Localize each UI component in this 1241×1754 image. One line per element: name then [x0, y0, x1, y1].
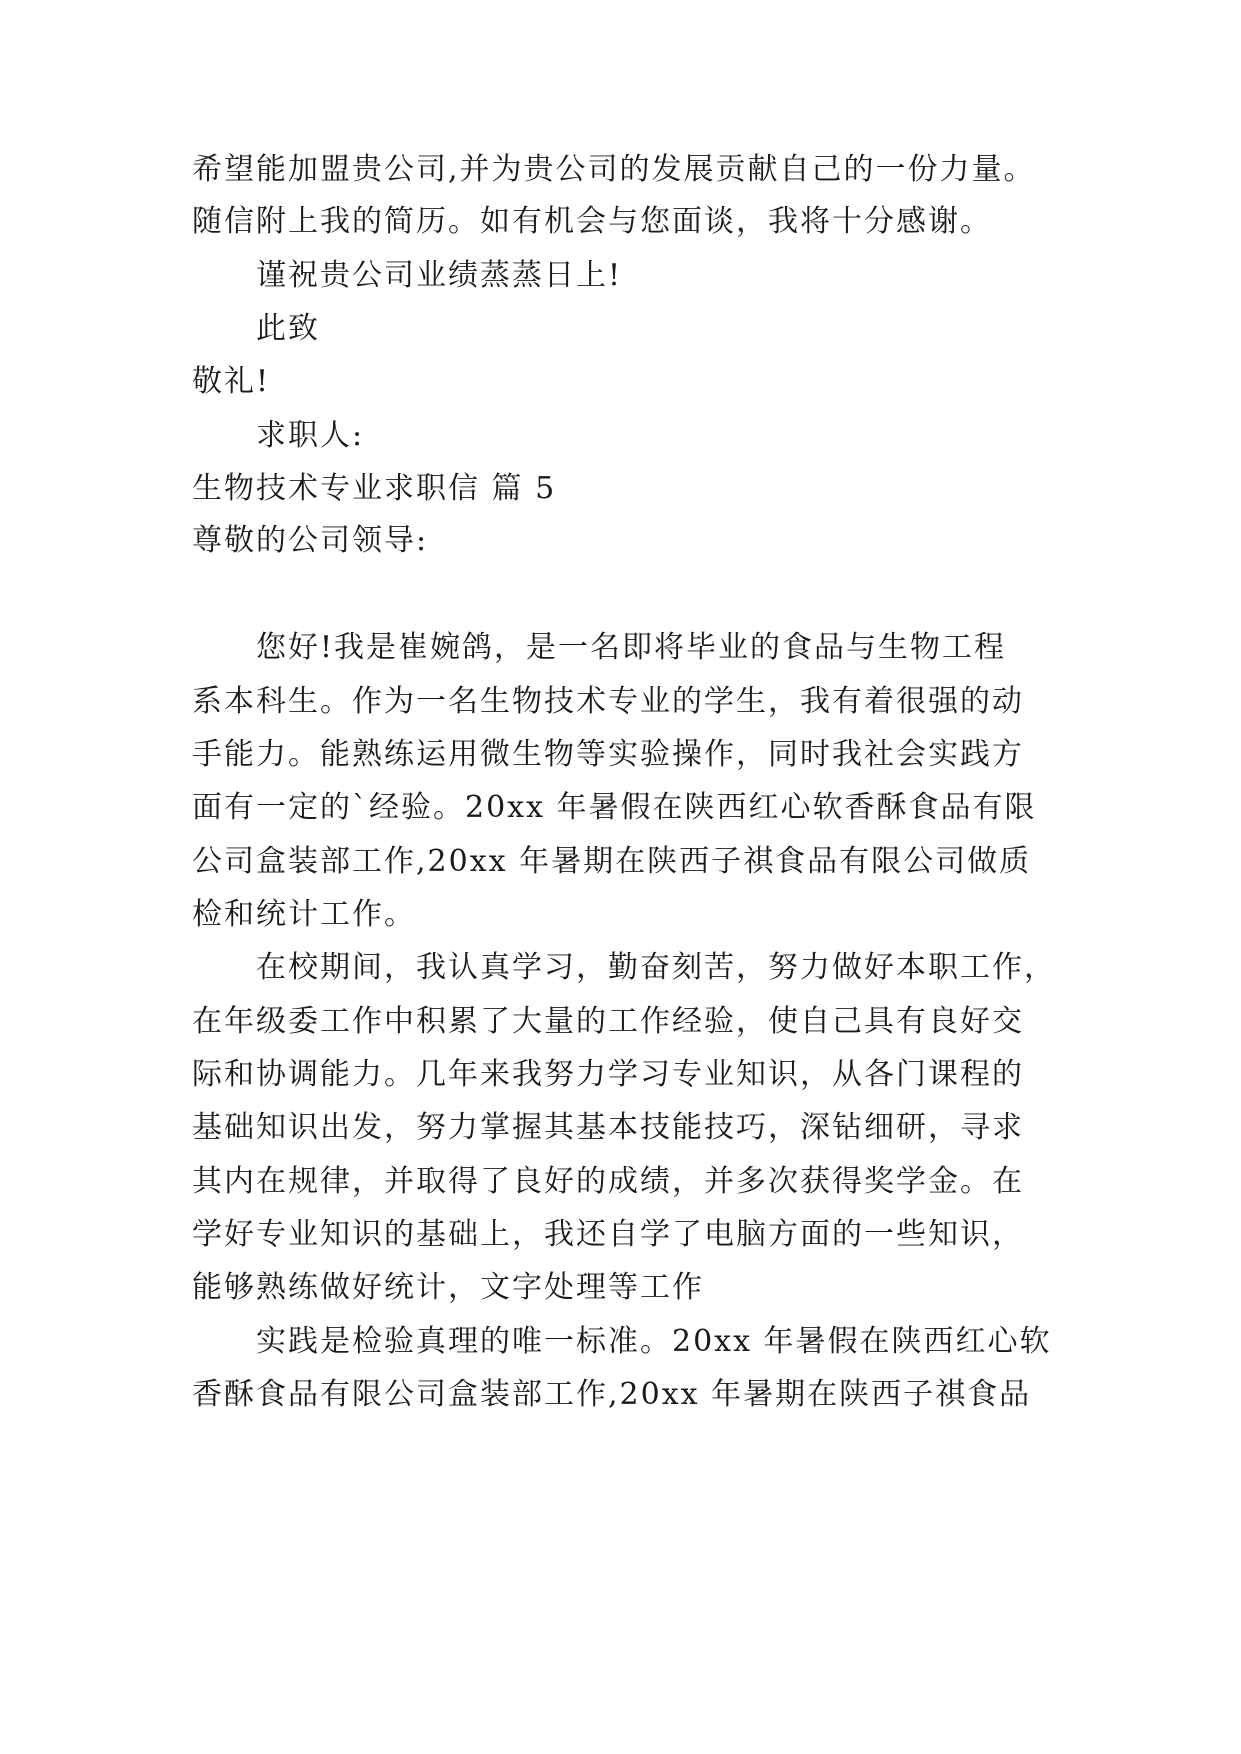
- paragraph-1-line-4: 面有一定的`经验。20xx 年暑假在陕西红心软香酥食品有限: [192, 790, 1037, 825]
- letter-closing-line-2: 随信附上我的简历。如有机会与您面谈，我将十分感谢。: [192, 204, 992, 239]
- signature-label: 求职人:: [256, 418, 365, 453]
- salutation-line-2: 敬礼!: [192, 364, 271, 399]
- paragraph-2-line-3: 际和协调能力。几年来我努力学习专业知识，从各门课程的: [192, 1057, 1024, 1092]
- paragraph-1-line-5: 公司盒装部工作,20xx 年暑期在陕西子祺食品有限公司做质: [192, 844, 1032, 879]
- paragraph-2-line-1: 在校期间，我认真学习，勤奋刻苦，努力做好本职工作，: [256, 950, 1056, 985]
- paragraph-1-line-1: 您好!我是崔婉鸽，是一名即将毕业的食品与生物工程: [256, 630, 1007, 665]
- wishes-line: 谨祝贵公司业绩蒸蒸日上!: [256, 258, 623, 293]
- section-title: 生物技术专业求职信 篇 5: [192, 471, 557, 506]
- paragraph-2-line-2: 在年级委工作中积累了大量的工作经验，使自己具有良好交: [192, 1004, 1024, 1039]
- salutation-line-1: 此致: [256, 311, 320, 346]
- greeting: 尊敬的公司领导:: [192, 523, 429, 558]
- paragraph-3-line-1: 实践是检验真理的唯一标准。20xx 年暑假在陕西红心软: [256, 1324, 1052, 1359]
- paragraph-2-line-7: 能够熟练做好统计，文字处理等工作: [192, 1270, 704, 1305]
- paragraph-2-line-5: 其内在规律，并取得了良好的成绩，并多次获得奖学金。在: [192, 1164, 1024, 1199]
- paragraph-2-line-6: 学好专业知识的基础上，我还自学了电脑方面的一些知识，: [192, 1217, 1024, 1252]
- paragraph-1-line-6: 检和统计工作。: [192, 897, 416, 932]
- paragraph-1-line-3: 手能力。能熟练运用微生物等实验操作，同时我社会实践方: [192, 737, 1024, 772]
- paragraph-2-line-4: 基础知识出发，努力掌握其基本技能技巧，深钻细研，寻求: [192, 1110, 1024, 1145]
- paragraph-3-line-2: 香酥食品有限公司盒装部工作,20xx 年暑期在陕西子祺食品: [192, 1377, 1032, 1412]
- paragraph-1-line-2: 系本科生。作为一名生物技术专业的学生，我有着很强的动: [192, 684, 1024, 719]
- letter-closing-line-1: 希望能加盟贵公司,并为贵公司的发展贡献自己的一份力量。: [192, 152, 1036, 187]
